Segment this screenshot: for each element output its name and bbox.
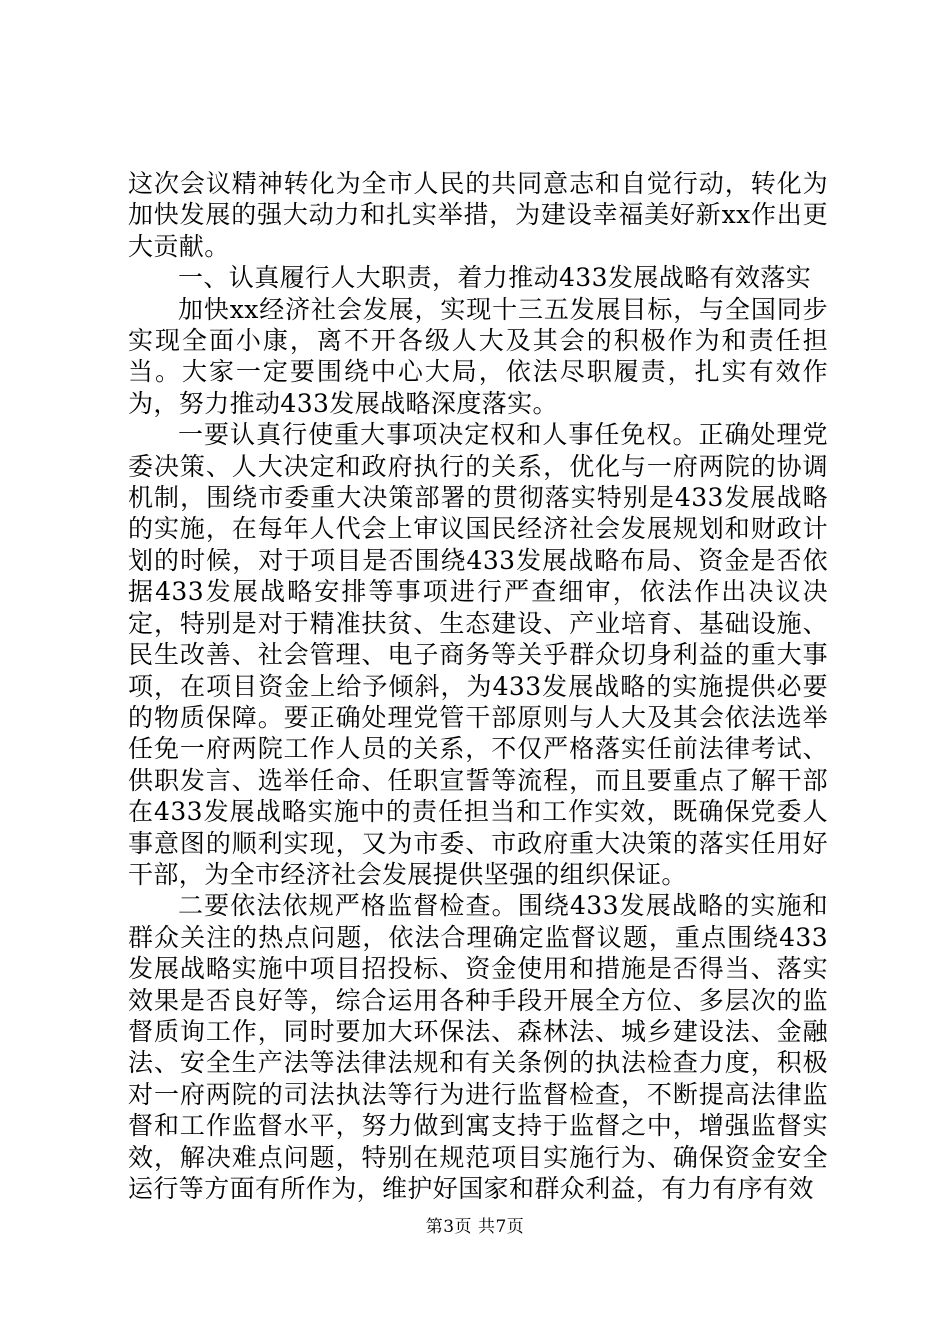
paragraph: 二要依法依规严格监督检查。围绕433发展战略的实施和群众关注的热点问题，依法合理确定监督议题，重点围绕433发展战略实施中项目招投标、资金使用和措施是否得当、落实效果是否良好等，综合运用各种手段开展全方位、多层次的监督质询工作，同时要加大环保法、森林法、城乡建设法、金融法、安全生产法等法律法规和有关条例的执法检查力度，积极对一府两院的司法执法等行为进行监督检查，不断提高法律监督和工作监督水平，努力做到寓支持于监督之中，增强监督实效，解决难点问题，特别在规范项目实施行为、确保资金安全运行等方面有所作为，维护好国家和群众利益，有力有序有效 [128,891,828,1203]
document-body [128,168,828,1204]
page-number-footer: 第3页 共7页 [425,1217,525,1237]
paragraph: 一要认真行使重大事项决定权和人事任免权。正确处理党委决策、人大决定和政府执行的关系，优化与一府两院的协调机制，围绕市委重大决策部署的贯彻落实特别是433发展战略的实施，在每年人代会上审议国民经济社会发展规划和财政计划的时候，对于项目是否围绕433发展战略布局、资金是否依据433发展战略安排等事项进行严查细审，依法作出决议决定，特别是对于精准扶贫、生态建设、产业培育、基础设施、民生改善、社会管理、电子商务等关乎群众切身利益的重大事项，在项目资金上给予倾斜，为433发展战略的实施提供必要的物质保障。要正确处理党管干部原则与人大及其会依法选举任免一府两院工作人员的关系，不仅严格落实任前法律考试、供职发言、选举任命、任职宣誓等流程，而且要重点了解干部在433发展战略实施中的责任担当和工作实效，既确保党委人事意图的顺利实现，又为市委、市政府重大决策的落实任用好干部，为全市经济社会发展提供坚强的组织保证。 [128,420,828,889]
section-heading: 一、认真履行人大职责，着力推动433发展战略有效落实 [178,263,812,293]
paragraph-continuation: 这次会议精神转化为全市人民的共同意志和自觉行动，转化为加快发展的强大动力和扎实举措，为建设幸福美好新xx作出更大贡献。 [128,169,828,261]
paragraph: 加快xx经济社会发展，实现十三五发展目标，与全国同步实现全面小康，离不开各级人大及其会的积极作为和责任担当。大家一定要围绕中心大局，依法尽职履责，扎实有效作为，努力推动433发展战略深度落实。 [128,294,828,418]
